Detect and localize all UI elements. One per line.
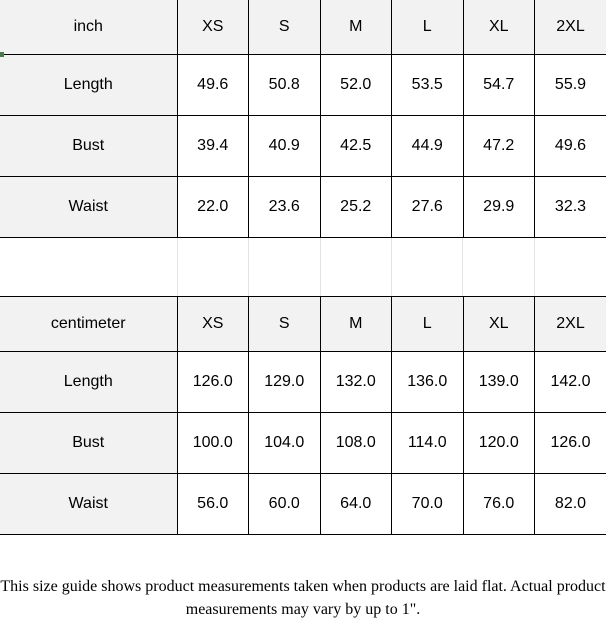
value-cell: 126.0 [535, 413, 606, 474]
size-header-cell: M [320, 297, 392, 352]
value-cell: 49.6 [177, 55, 249, 116]
table-row [0, 177, 606, 238]
spacer-cell [0, 238, 178, 296]
value-cell: 60.0 [249, 474, 321, 535]
spacer-cell [178, 238, 249, 296]
spacer-row [0, 238, 606, 296]
row-label-cell: Length [0, 55, 177, 116]
value-cell: 129.0 [249, 352, 321, 413]
value-cell: 100.0 [177, 413, 249, 474]
row-label-cell: Bust [0, 413, 177, 474]
value-cell: 53.5 [392, 55, 464, 116]
value-cell: 108.0 [320, 413, 392, 474]
value-cell: 70.0 [392, 474, 464, 535]
value-cell: 132.0 [320, 352, 392, 413]
table-row [0, 474, 606, 535]
table-row [0, 116, 606, 177]
value-cell: 50.8 [249, 55, 321, 116]
row-label-cell: Waist [0, 177, 177, 238]
spacer-cell [249, 238, 320, 296]
size-header-cell: M [320, 0, 392, 55]
size-guide-note [0, 575, 606, 621]
value-cell: 126.0 [177, 352, 249, 413]
spacer-cell [535, 238, 606, 296]
size-table-centimeter [0, 296, 606, 535]
size-header-cell: XL [463, 0, 535, 55]
value-cell: 52.0 [320, 55, 392, 116]
value-cell: 42.5 [320, 116, 392, 177]
size-header-cell: L [392, 0, 464, 55]
value-cell: 23.6 [249, 177, 321, 238]
value-cell: 55.9 [535, 55, 606, 116]
header-row [0, 297, 606, 352]
row-label-cell: Bust [0, 116, 177, 177]
spacer-cell [392, 238, 463, 296]
unit-header-cell: inch [0, 0, 177, 55]
value-cell: 22.0 [177, 177, 249, 238]
spacer-cell [321, 238, 392, 296]
value-cell: 142.0 [535, 352, 606, 413]
value-cell: 25.2 [320, 177, 392, 238]
size-header-cell: 2XL [535, 0, 606, 55]
value-cell: 120.0 [463, 413, 535, 474]
header-row [0, 0, 606, 55]
value-cell: 54.7 [463, 55, 535, 116]
value-cell: 27.6 [392, 177, 464, 238]
value-cell: 139.0 [463, 352, 535, 413]
value-cell: 40.9 [249, 116, 321, 177]
value-cell: 39.4 [177, 116, 249, 177]
value-cell: 136.0 [392, 352, 464, 413]
value-cell: 104.0 [249, 413, 321, 474]
unit-header-cell: centimeter [0, 297, 177, 352]
size-header-cell: S [249, 0, 321, 55]
value-cell: 114.0 [392, 413, 464, 474]
size-header-cell: XS [177, 0, 249, 55]
size-header-cell: XL [463, 297, 535, 352]
size-guide-note-line1: This size guide shows product measurements taken when products are laid flat. Actual product [0, 578, 606, 595]
value-cell: 64.0 [320, 474, 392, 535]
table-row [0, 55, 606, 116]
value-cell: 32.3 [535, 177, 606, 238]
table-row [0, 352, 606, 413]
spacer-cell [463, 238, 534, 296]
size-table-inch [0, 0, 606, 238]
size-header-cell: S [249, 297, 321, 352]
size-header-cell: L [392, 297, 464, 352]
row-label-cell: Waist [0, 474, 177, 535]
value-cell: 49.6 [535, 116, 606, 177]
row-label-cell: Length [0, 352, 177, 413]
value-cell: 56.0 [177, 474, 249, 535]
value-cell: 76.0 [463, 474, 535, 535]
table-row [0, 413, 606, 474]
size-header-cell: 2XL [535, 297, 606, 352]
value-cell: 47.2 [463, 116, 535, 177]
edge-artifact [0, 52, 4, 57]
value-cell: 29.9 [463, 177, 535, 238]
size-guide-note-line2: measurements may vary by up to 1". [185, 601, 421, 619]
value-cell: 44.9 [392, 116, 464, 177]
value-cell: 82.0 [535, 474, 606, 535]
size-header-cell: XS [177, 297, 249, 352]
